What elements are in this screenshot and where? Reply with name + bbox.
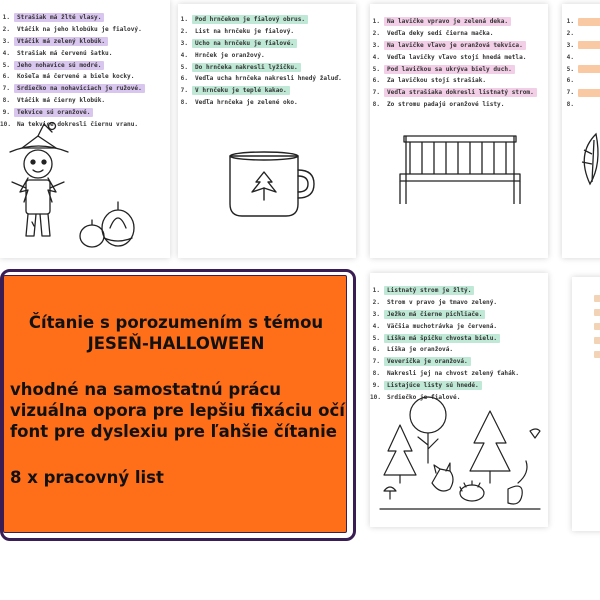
task-number: 2.: [180, 27, 188, 35]
task-text: Na tekvice dokresli čiernu vranu.: [17, 121, 139, 129]
task-item: [370, 64, 537, 75]
task-item: [0, 48, 145, 59]
task-item: [0, 60, 145, 71]
task-text-cut: [578, 89, 600, 97]
task-item: [370, 344, 522, 355]
scarecrow-illustration: [0, 118, 170, 258]
task-number: 5.: [566, 65, 574, 73]
task-number: 10.: [370, 394, 382, 402]
task-item: [178, 62, 345, 73]
task-item: [370, 321, 522, 332]
task-number: 5.: [372, 65, 380, 73]
task-text: V hrnčeku je teplé kakao.: [192, 86, 290, 95]
task-number: 6.: [372, 77, 380, 85]
task-number: 4.: [180, 51, 188, 59]
task-number: 10.: [0, 121, 12, 129]
mug-illustration: [178, 136, 356, 246]
task-number: 3.: [566, 41, 574, 49]
task-number: 3.: [180, 39, 188, 47]
task-number: 6.: [372, 346, 380, 354]
promo-panel: [3, 275, 347, 533]
promo-title-line1: Čítanie s porozumením s témou: [28, 313, 324, 332]
worksheet-forest-list: [370, 285, 522, 404]
task-text-cut: [578, 41, 600, 49]
promo-feature-3: font pre dyslexiu pre ľahšie čítanie: [10, 422, 337, 441]
partial-marker-3: [594, 323, 600, 330]
worksheet-partial-list: [566, 16, 600, 111]
task-item: [178, 50, 345, 61]
worksheet-bench-list: [370, 16, 537, 111]
task-item: [0, 95, 145, 106]
task-number: 1.: [566, 18, 574, 25]
task-number: 6.: [2, 73, 10, 81]
task-text-cut: [578, 18, 600, 26]
task-number: 7.: [372, 89, 380, 97]
task-text: Na lavičke vpravo je zelená deka.: [384, 17, 511, 26]
task-item: [370, 75, 537, 86]
task-number: 9.: [2, 109, 10, 117]
task-text: Vtáčik má čierny klobúk.: [17, 97, 106, 105]
task-item: [0, 24, 145, 35]
task-item: [566, 64, 600, 75]
task-number: 2.: [566, 29, 574, 37]
task-text: Listnatý strom je žltý.: [384, 286, 474, 295]
task-item: [566, 75, 600, 86]
worksheet-bench: [370, 4, 548, 258]
task-number: 2.: [372, 298, 380, 306]
task-item: [178, 97, 345, 108]
task-item: [370, 87, 537, 98]
task-text: Vedľa hrnčeka je zelené oko.: [195, 99, 298, 107]
task-text: Ucho na hrnčeku je fialové.: [192, 39, 297, 48]
task-item: [0, 36, 145, 47]
task-item: [566, 52, 600, 63]
task-item: [370, 333, 522, 344]
task-item: [566, 87, 600, 98]
task-number: 9.: [372, 382, 380, 390]
task-item: [178, 26, 345, 37]
task-item: [370, 52, 537, 63]
task-item: [370, 368, 522, 379]
task-text: Strom v pravo je tmavo zelený.: [387, 298, 498, 306]
task-number: 4.: [372, 53, 380, 61]
task-number: 8.: [372, 370, 380, 378]
task-item: [178, 14, 345, 25]
task-number: 7.: [2, 85, 10, 93]
promo-feature-2: vizuálna opora pre lepšiu fixáciu očí: [10, 401, 345, 420]
forest-illustration: [370, 391, 548, 521]
task-item: [370, 99, 537, 110]
task-number: 5.: [372, 334, 380, 342]
task-text: Košeľa má červené a biele kocky.: [17, 73, 135, 81]
task-text-cut: [578, 65, 600, 73]
task-item: [0, 12, 145, 23]
task-item: [370, 356, 522, 367]
task-text: Vedľa ucha hrnčeka nakresli hnedý žaluď.: [195, 75, 342, 83]
task-item: [370, 380, 522, 391]
worksheet-partial: [562, 4, 600, 258]
task-item: [566, 16, 600, 27]
task-number: 6.: [180, 75, 188, 83]
task-number: 6.: [566, 77, 574, 85]
leaf-illustration: [566, 124, 600, 204]
task-text-cut: [578, 53, 600, 61]
partial-marker-2: [594, 309, 600, 316]
task-number: 8.: [2, 97, 10, 105]
task-number: 4.: [372, 322, 380, 330]
task-text: Pod lavičkou sa ukrýva biely duch.: [384, 65, 515, 74]
task-text: Zo stromu padajú oranžové listy.: [387, 101, 505, 109]
task-item: [0, 71, 145, 82]
task-item: [0, 83, 145, 94]
task-text: Strašiak má červenú šatku.: [17, 49, 113, 57]
task-item: [178, 38, 345, 49]
task-text: Pod hrnčekom je fialový obrus.: [192, 15, 308, 24]
bench-illustration: [370, 122, 548, 232]
task-text: Líška má špičku chvosta bielu.: [384, 334, 500, 343]
promo-title-line2: JESEŇ-HALLOWEEN: [87, 334, 265, 353]
task-item: [370, 285, 522, 296]
task-text: Ježko má čierne pichliače.: [384, 310, 485, 319]
worksheet-mug-list: [178, 14, 345, 109]
task-text: Strašiak má žlté vlasy.: [14, 13, 104, 22]
task-text: Srdiečko je fialové.: [387, 394, 461, 402]
task-text-cut: [578, 29, 600, 37]
task-number: 8.: [180, 99, 188, 107]
task-number: 2.: [372, 29, 380, 37]
task-number: 1.: [2, 14, 10, 21]
task-number: 3.: [372, 310, 380, 318]
task-number: 3.: [2, 37, 10, 45]
task-text: List na hrnčeku je fialový.: [195, 27, 295, 35]
promo-feature-1: vhodné na samostatnú prácu: [10, 380, 282, 399]
task-item: [0, 107, 145, 118]
task-text: Tekvice sú oranžové.: [14, 108, 93, 117]
task-text: Jeho nohavice sú modré.: [14, 61, 104, 70]
partial-marker-1: [594, 295, 600, 302]
task-text: Vedľa strašiaka dokresli listnatý strom.: [384, 88, 537, 97]
task-number: 1.: [180, 16, 188, 23]
task-number: 1.: [372, 287, 380, 294]
worksheet-forest: [370, 273, 548, 527]
task-item: [178, 73, 345, 84]
task-text: Srdiečko na nohaviciach je ružové.: [14, 84, 145, 93]
task-item: [370, 309, 522, 320]
worksheet-scarecrow-list: [0, 12, 145, 131]
task-text: Za lavičkou stojí strašiak.: [387, 77, 487, 85]
task-number: 8.: [372, 101, 380, 109]
task-number: 8.: [566, 101, 574, 109]
promo-box: [0, 269, 356, 541]
task-number: 7.: [566, 89, 574, 97]
task-text: Vtáčik na jeho klobúku je fialový.: [17, 25, 142, 33]
task-number: 4.: [2, 49, 10, 57]
task-number: 4.: [566, 53, 574, 61]
task-item: [566, 99, 600, 110]
task-text: Na lavičke vľavo je oranžová tekvica.: [384, 41, 526, 50]
partial-marker-5: [594, 351, 600, 358]
task-text: Hrnček je oranžový.: [195, 51, 265, 59]
partial-marker-4: [594, 337, 600, 344]
promo-sheet-count: 8 x pracovný list: [10, 468, 164, 487]
task-text: Vedľa deky sedí čierna mačka.: [387, 29, 494, 37]
task-text: Väčšia muchotrávka je červená.: [387, 322, 498, 330]
task-text: Listajúce listy sú hnedé.: [384, 381, 482, 390]
task-item: [566, 40, 600, 51]
task-text: Do hrnčeka nakresli lyžičku.: [192, 63, 301, 72]
task-number: 7.: [372, 358, 380, 366]
task-text-cut: [578, 77, 600, 85]
task-number: 5.: [180, 63, 188, 71]
worksheet-scarecrow: [0, 0, 170, 258]
task-text: Vedľa lavičky vľavo stojí hnedá metla.: [387, 53, 527, 61]
task-number: 1.: [372, 18, 380, 25]
task-item: [178, 85, 345, 96]
task-text-cut: [578, 101, 600, 109]
task-number: 5.: [2, 61, 10, 69]
task-text: Nakresli jej na chvost zelený ťahák.: [387, 370, 520, 378]
task-item: [370, 16, 537, 27]
task-number: 2.: [2, 25, 10, 33]
task-text: Veverička je oranžová.: [384, 357, 471, 366]
task-number: 7.: [180, 87, 188, 95]
task-item: [370, 28, 537, 39]
task-item: [370, 297, 522, 308]
worksheet-partial-lower: [572, 277, 600, 531]
task-item: [370, 40, 537, 51]
worksheet-mug: [178, 4, 356, 258]
task-number: 3.: [372, 41, 380, 49]
task-text: Líška je oranžová.: [387, 346, 454, 354]
task-text: Vtáčik má zelený klobúk.: [14, 37, 108, 46]
task-item: [566, 28, 600, 39]
